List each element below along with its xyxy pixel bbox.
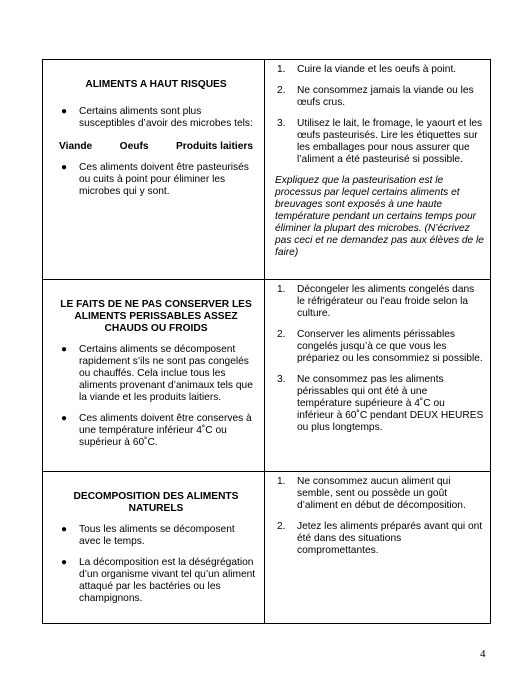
- table-row: [43, 472, 491, 624]
- list-item: 2. Conserver les aliments périssables congelés jusqu’à ce que vous les prépariez ou les consommiez si possible.: [277, 329, 483, 364]
- food-item: Oeufs: [119, 141, 149, 152]
- page-number: 4: [480, 648, 486, 660]
- numbered-list: [275, 64, 484, 166]
- list-item: 3. Ne consommez pas les aliments périssables qui ont été à une température supérieure à 4˚C ou inférieur à 60˚C pendant DEUX HEURES ou plus longtemps.: [277, 374, 484, 433]
- row1-right-cell: [265, 60, 491, 280]
- table-row: [43, 280, 491, 472]
- bullet-icon: ●: [61, 557, 68, 568]
- section-heading: ALIMENTS A HAUT RISQUES: [85, 79, 227, 90]
- bullet-list: [55, 162, 257, 198]
- bullet-icon: ●: [61, 162, 68, 173]
- list-item: ● Tous les aliments se décomposent avec le temps.: [61, 524, 235, 547]
- row1-left-cell: [43, 60, 265, 280]
- list-item: ● La décomposition est la déségrégation d’un organisme vivant tel qu’un aliment attaqué par les bactéries ou les champignons.: [61, 557, 256, 604]
- numbered-list: [275, 284, 484, 434]
- table-row: [43, 60, 491, 280]
- list-item: ● Certains aliments sont plus susceptibles d’avoir des microbes tels:: [61, 106, 253, 129]
- food-item: Produits laitiers: [176, 141, 253, 152]
- bullet-icon: ●: [61, 413, 68, 424]
- row2-right-cell: [265, 280, 491, 472]
- list-item: 1. Décongeler les aliments congelés dans le réfrigérateur ou l’eau froide selon la culture.: [277, 284, 475, 319]
- bullet-icon: ●: [61, 524, 68, 535]
- list-item: ● Ces aliments doivent être pasteurisés ou cuits à point pour éliminer les microbes qui y sont.: [61, 162, 249, 197]
- bullet-icon: ●: [61, 344, 68, 355]
- list-item: ● Certains aliments se décomposent rapidement s’ils ne sont pas congelés ou chauffés. Cela inclue tous les aliments provenant d’animaux tels que la viande et les produits laitiers.: [61, 344, 253, 403]
- section-heading: LE FAITS DE NE PAS CONSERVER LES ALIMENTS PERISSABLES ASSEZ CHAUDS OU FROIDS: [60, 299, 252, 334]
- bullet-list: [55, 524, 257, 605]
- list-item: 1. Ne consommez aucun aliment qui semble, sent ou possède un goût d’aliment en début de décomposition.: [277, 476, 466, 511]
- teacher-note: Expliquez que la pasteurisation est le processus par lequel certains aliments et breuvages sont exposés à une haute température pendant un certains temps pour éliminer la plupart des microbes. (N’écrivez pas ceci et ne demandez pas aux élèves de le faire): [275, 175, 484, 258]
- food-item: Viande: [59, 141, 93, 152]
- list-item: ● Ces aliments doivent être conserves à une température inférieur 4˚C ou supérieur à 60˚C.: [61, 413, 252, 448]
- numbered-list: [275, 476, 484, 557]
- list-item: 2. Jetez les aliments préparés avant qui ont été dans des situations compromettantes.: [277, 521, 483, 556]
- food-list: [55, 141, 257, 153]
- row3-left-cell: [43, 472, 265, 624]
- content-table: [42, 59, 491, 624]
- row3-right-cell: [265, 472, 491, 624]
- list-item: 3. Utilisez le lait, le fromage, le yaourt et les œufs pasteurisés. Lire les étiquettes sur les emballages pour nous assurer que l’aliment a été pasteurisé si possible.: [277, 118, 483, 165]
- list-item: 1. Cuire la viande et les oeufs à point.: [277, 64, 457, 75]
- bullet-list: [55, 344, 257, 449]
- list-item: 2. Ne consommez jamais la viande ou les œufs crus.: [277, 85, 474, 108]
- bullet-list: [55, 106, 257, 130]
- bullet-icon: ●: [61, 106, 68, 117]
- row2-left-cell: [43, 280, 265, 472]
- section-heading: DECOMPOSITION DES ALIMENTS NATURELS: [73, 491, 239, 514]
